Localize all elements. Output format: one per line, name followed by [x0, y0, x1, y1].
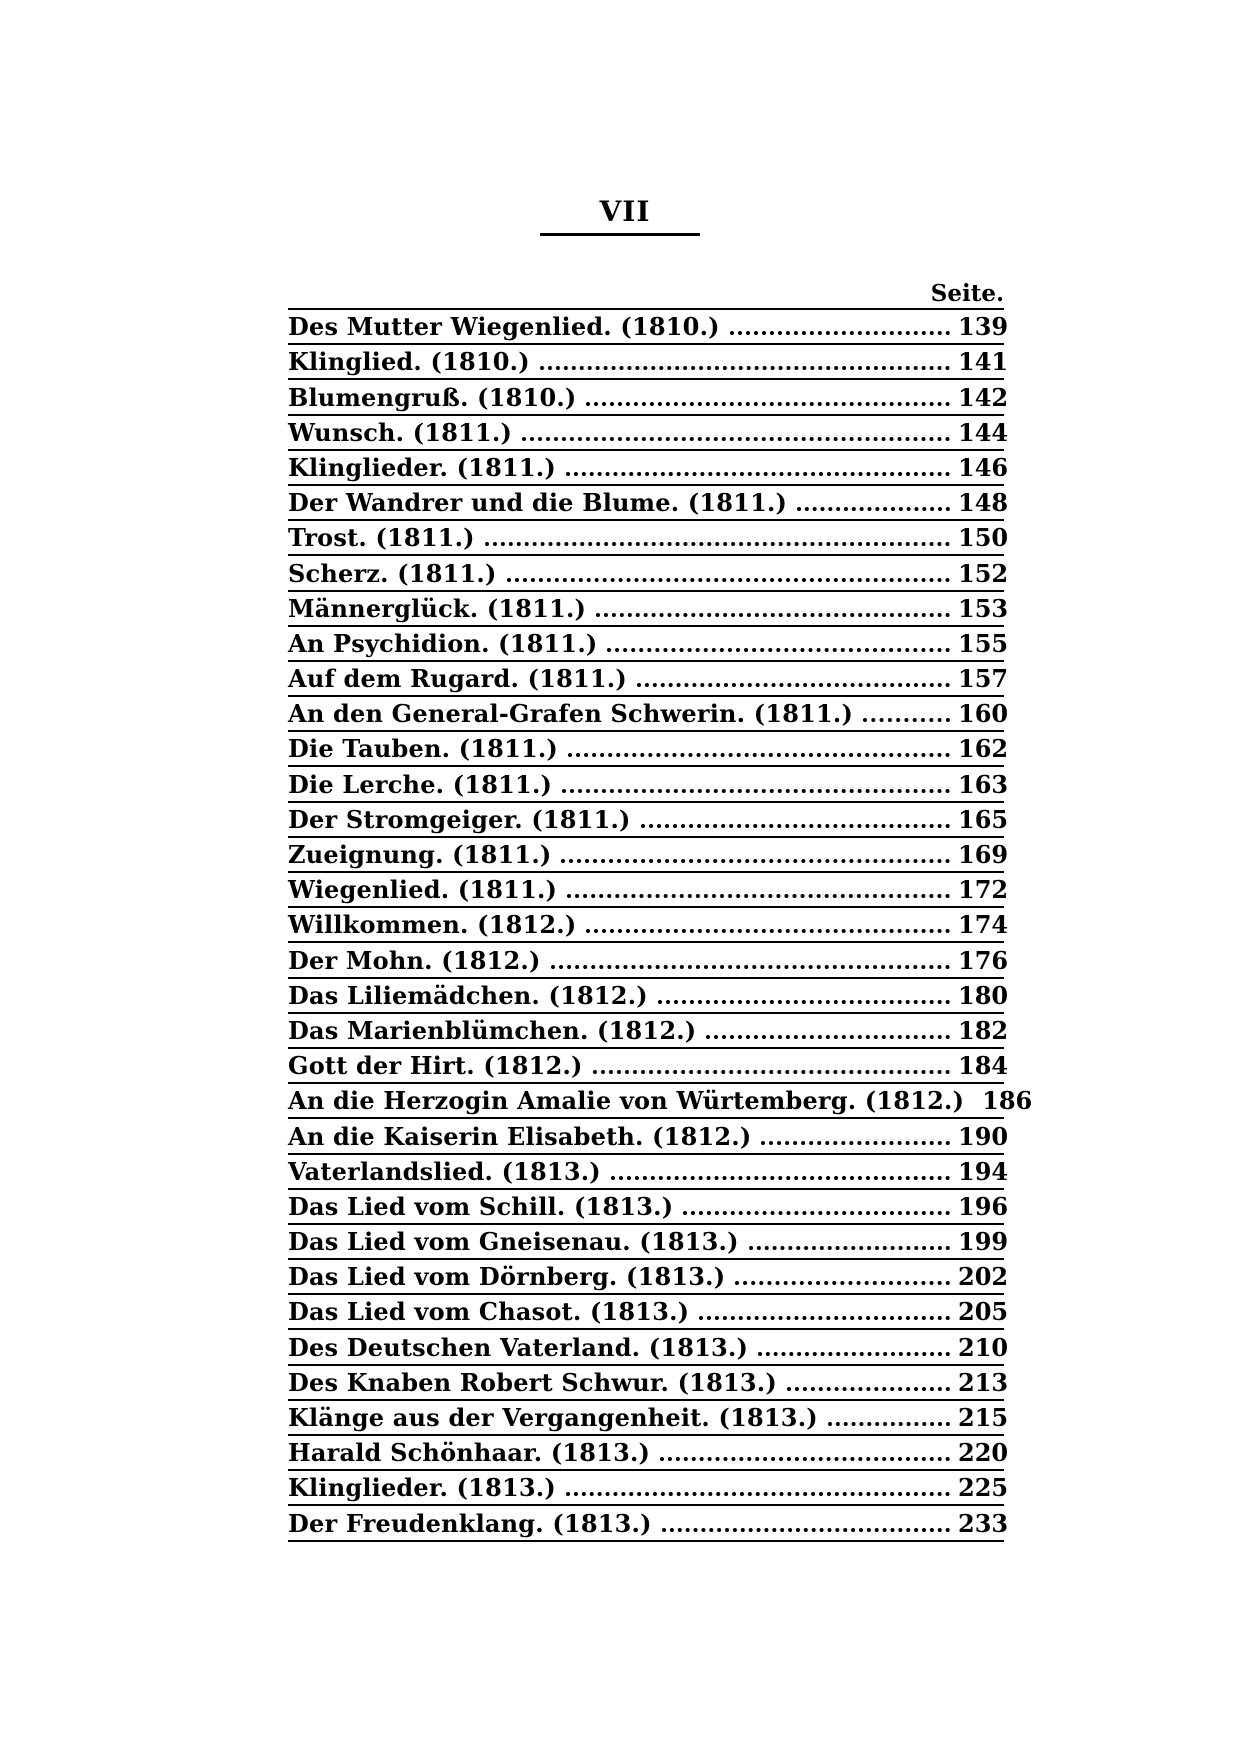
toc-entry-title: Das Liliemädchen. (1812.)	[288, 980, 648, 1010]
dot-leader	[660, 1457, 950, 1461]
toc-entry-title: Die Lerche. (1811.)	[288, 769, 553, 799]
toc-entry-title: An die Kaiserin Elisabeth. (1812.)	[288, 1121, 752, 1151]
toc-entry-page: 186	[982, 1086, 1033, 1116]
toc-entry	[288, 1084, 1033, 1119]
column-header	[288, 278, 1004, 310]
dot-leader	[662, 1528, 950, 1532]
toc-entry-title: Das Lied vom Dörnberg. (1813.)	[288, 1262, 726, 1292]
toc-entry	[288, 873, 1009, 908]
toc-entry-title: Klinglied. (1810.)	[288, 347, 530, 377]
toc-entry	[288, 1401, 1009, 1436]
toc-entry	[288, 767, 1009, 802]
toc-entry-title: Klinglieder. (1811.)	[288, 452, 556, 482]
toc-entry-title: Klänge aus der Vergangenheit. (1813.)	[288, 1403, 818, 1432]
toc-entry	[288, 1506, 1009, 1541]
toc-entry-page: 174	[958, 910, 1009, 940]
toc-entry-title: Wiegenlied. (1811.)	[288, 875, 558, 905]
toc-entry	[288, 486, 1009, 521]
toc-entry-page: 148	[958, 488, 1009, 518]
toc-entry	[288, 345, 1009, 380]
toc-entry-title: Des Deutschen Vaterland. (1813.)	[288, 1332, 749, 1362]
toc-entry-title: Vaterlandslied. (1813.)	[288, 1156, 601, 1186]
toc-entry-title: An die Herzogin Amalie von Würtemberg. (1812.)	[288, 1086, 965, 1116]
toc-entry-page: 152	[958, 558, 1009, 588]
header-rule	[540, 233, 700, 236]
toc-entry	[288, 1225, 1009, 1260]
toc-entry-title: Männerglück. (1811.)	[288, 593, 587, 623]
toc-entry	[288, 1190, 1009, 1225]
toc-entry-title: Das Lied vom Schill. (1813.)	[288, 1191, 674, 1221]
toc-entry	[288, 1155, 1009, 1190]
toc-entry-page: 190	[958, 1121, 1009, 1151]
dot-leader	[551, 965, 950, 969]
toc-entry-page: 213	[958, 1367, 1009, 1397]
toc-entry	[288, 838, 1009, 873]
dot-leader	[735, 1281, 950, 1285]
toc-entry-title: Blumengruß. (1810.)	[288, 382, 577, 412]
dot-leader	[540, 366, 950, 370]
toc-entry	[288, 697, 1009, 732]
dot-leader	[637, 683, 950, 687]
dot-leader	[568, 753, 950, 757]
dot-leader	[787, 1387, 950, 1391]
toc-entry-page: 146	[958, 452, 1009, 482]
toc-entry-page: 169	[958, 840, 1009, 869]
toc-entry	[288, 662, 1009, 697]
toc-entry-page: 196	[958, 1191, 1009, 1221]
toc-entry-page: 202	[958, 1262, 1009, 1292]
toc-entry	[288, 592, 1009, 627]
toc-entry-page: 150	[958, 523, 1009, 553]
dot-leader	[507, 578, 950, 582]
dot-leader	[683, 1211, 950, 1215]
toc-entry-page: 155	[958, 628, 1009, 658]
toc-entry	[288, 627, 1009, 662]
toc-entry	[288, 1260, 1009, 1295]
toc-entry-page: 160	[958, 699, 1009, 729]
dot-leader	[658, 1000, 950, 1004]
toc-entry-page: 194	[958, 1156, 1009, 1186]
toc-entries	[288, 310, 1033, 1542]
toc-entry-title: Das Lied vom Chasot. (1813.)	[288, 1297, 690, 1327]
dot-leader	[607, 648, 950, 652]
dot-leader	[561, 859, 950, 863]
toc-entry-title: Das Lied vom Gneisenau. (1813.)	[288, 1227, 739, 1257]
dot-leader	[730, 331, 950, 335]
dot-leader	[485, 542, 950, 546]
toc-entry-title: Der Mohn. (1812.)	[288, 945, 541, 975]
toc-entry-page: 199	[958, 1227, 1009, 1257]
toc-entry-page: 176	[958, 945, 1009, 975]
dot-leader	[596, 613, 950, 617]
dot-leader	[567, 894, 950, 898]
toc-entry-page: 144	[958, 417, 1009, 447]
toc-entry-page: 215	[958, 1403, 1009, 1432]
toc-entry-title: Wunsch. (1811.)	[288, 417, 513, 447]
table-of-contents	[288, 278, 1033, 1542]
dot-leader	[586, 402, 950, 406]
toc-entry	[288, 979, 1009, 1014]
dot-leader	[593, 1070, 950, 1074]
toc-entry-title: Harald Schönhaar. (1813.)	[288, 1438, 651, 1468]
toc-entry	[288, 1014, 1009, 1049]
toc-entry-title: Klinglieder. (1813.)	[288, 1473, 556, 1503]
toc-entry	[288, 1471, 1009, 1506]
toc-entry-page: 153	[958, 593, 1009, 623]
toc-entry	[288, 310, 1009, 345]
dot-leader	[863, 718, 950, 722]
toc-entry	[288, 1295, 1009, 1330]
toc-entry-title: Das Marienblümchen. (1812.)	[288, 1015, 697, 1045]
toc-entry-page: 163	[958, 769, 1009, 799]
dot-leader	[522, 437, 950, 441]
toc-entry	[288, 1119, 1009, 1154]
toc-entry-page: 225	[958, 1473, 1009, 1503]
toc-entry-title: Der Freudenklang. (1813.)	[288, 1508, 652, 1538]
toc-entry-title: Der Wandrer und die Blume. (1811.)	[288, 488, 788, 518]
toc-entry-title: An den General-Grafen Schwerin. (1811.)	[288, 699, 854, 729]
toc-entry-title: Die Tauben. (1811.)	[288, 734, 558, 764]
toc-entry	[288, 908, 1009, 943]
toc-entry	[288, 416, 1009, 451]
toc-entry-page: 184	[958, 1051, 1009, 1081]
toc-entry-title: Trost. (1811.)	[288, 523, 475, 553]
toc-entry-page: 139	[958, 312, 1009, 342]
dot-leader	[749, 1246, 950, 1250]
toc-entry-page: 172	[958, 875, 1009, 905]
dot-leader	[758, 1352, 950, 1356]
dot-leader	[828, 1422, 950, 1426]
toc-entry-title: Willkommen. (1812.)	[288, 910, 577, 940]
dot-leader	[566, 1492, 950, 1496]
toc-entry-page: 210	[958, 1332, 1009, 1362]
dot-leader	[586, 929, 950, 933]
toc-entry	[288, 803, 1009, 838]
toc-entry-page: 180	[958, 980, 1009, 1010]
toc-entry-page: 157	[958, 664, 1009, 694]
dot-leader	[611, 1176, 950, 1180]
dot-leader	[566, 472, 950, 476]
toc-entry	[288, 380, 1009, 415]
page-column-label: Seite.	[930, 280, 1004, 307]
toc-entry-page: 162	[958, 734, 1009, 764]
dot-leader	[797, 507, 950, 511]
dot-leader	[706, 1035, 950, 1039]
toc-entry-title: Zueignung. (1811.)	[288, 840, 552, 869]
toc-entry	[288, 943, 1009, 978]
toc-entry-page: 220	[958, 1438, 1009, 1468]
toc-entry-page: 141	[958, 347, 1009, 377]
dot-leader	[562, 789, 950, 793]
toc-entry-title: Scherz. (1811.)	[288, 558, 497, 588]
toc-entry-title: Der Stromgeiger. (1811.)	[288, 804, 631, 834]
toc-entry-page: 182	[958, 1015, 1009, 1045]
toc-entry-title: Auf dem Rugard. (1811.)	[288, 664, 627, 694]
toc-entry	[288, 556, 1009, 591]
toc-entry	[288, 1366, 1009, 1401]
page-number: VII	[599, 195, 651, 228]
toc-entry-page: 233	[958, 1508, 1009, 1538]
dot-leader	[699, 1316, 950, 1320]
toc-entry-title: Des Knaben Robert Schwur. (1813.)	[288, 1367, 777, 1397]
toc-entry	[288, 1436, 1009, 1471]
toc-entry	[288, 521, 1009, 556]
toc-entry	[288, 732, 1009, 767]
toc-entry	[288, 1330, 1009, 1365]
toc-entry-page: 165	[958, 804, 1009, 834]
toc-entry-title: Des Mutter Wiegenlied. (1810.)	[288, 312, 720, 342]
toc-entry-title: An Psychidion. (1811.)	[288, 628, 598, 658]
toc-entry	[288, 451, 1009, 486]
toc-entry-title: Gott der Hirt. (1812.)	[288, 1051, 583, 1081]
toc-entry-page: 205	[958, 1297, 1009, 1327]
toc-entry	[288, 1049, 1009, 1084]
dot-leader	[761, 1141, 950, 1145]
toc-entry-page: 142	[958, 382, 1009, 412]
dot-leader	[641, 824, 950, 828]
